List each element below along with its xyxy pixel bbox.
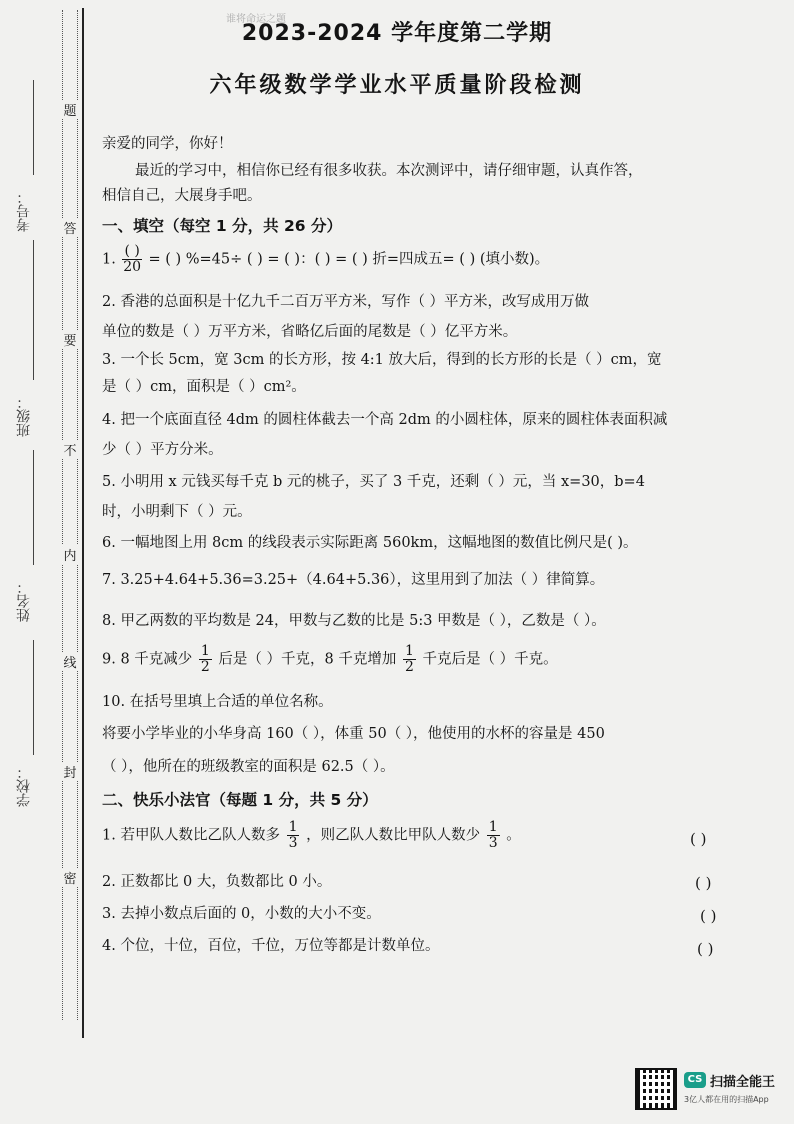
- question-5-line1: 5. 小明用 x 元钱买每千克 b 元的桃子，买了 3 千克，还剩（ ）元，当 x=30，b=4: [102, 474, 645, 490]
- q1-fraction: [122, 244, 141, 275]
- intro-line1: 最近的学习中，相信你已经有很多收获。本次测评中，请仔细审题，认真作答，: [135, 163, 643, 179]
- question-3-line2: 是（ ）cm，面积是（ ）cm²。: [102, 379, 306, 395]
- scanner-brand: 扫描全能王: [710, 1075, 776, 1090]
- j1-fraction-numerator: 1: [488, 819, 498, 835]
- question-10-line2: （ ），他所在的班级教室的面积是 62.5（ ）。: [102, 759, 395, 775]
- q1-number: 1.: [102, 251, 116, 268]
- seal-word: 内: [62, 545, 78, 564]
- xingming-line: [33, 450, 34, 565]
- q9-fraction-1: [199, 644, 212, 675]
- banji-line: [33, 240, 34, 380]
- q9-fraction-denominator: 2: [200, 659, 210, 675]
- judge-2: 2. 正数都比 0 大，负数都比 0 小。: [102, 874, 332, 890]
- q9-text-a: 9. 8 千克减少: [102, 651, 193, 668]
- question-2-line1: 2. 香港的总面积是十亿九千二百万平方米，写作（ ）平方米，改写成用万做: [102, 294, 590, 310]
- question-2-line2: 单位的数是（ ）万平方米，省略亿后面的尾数是（ ）亿平方米。: [102, 324, 518, 340]
- seal-word: 要: [62, 330, 78, 349]
- q9-fraction-2: [403, 644, 416, 675]
- question-5-line2: 时，小明剩下（ ）元。: [102, 504, 252, 520]
- xingming-label: 姓名：: [16, 580, 32, 622]
- judge-4: 4. 个位，十位，百位，千位，万位等都是计数单位。: [102, 938, 440, 954]
- banji-label: 班级：: [16, 395, 32, 437]
- q9-fraction-denominator: 2: [404, 659, 414, 675]
- exam-title-line1: 2023-2024 学年度第二学期: [241, 21, 553, 46]
- j1-fraction-denominator: 3: [488, 835, 498, 851]
- section2-heading: 二、快乐小法官（每题 1 分，共 5 分）: [102, 791, 378, 809]
- q1-fraction-numerator: ( ): [124, 243, 140, 259]
- seal-word: 线: [62, 652, 78, 671]
- scanner-tagline: 3亿人都在用的扫描App: [684, 1095, 769, 1104]
- j1-fraction-numerator: 1: [288, 819, 298, 835]
- question-1: [102, 244, 549, 275]
- question-7: 7. 3.25+4.64+5.36=3.25+（4.64+5.36），这里用到了加法（ ）律简算。: [102, 572, 605, 588]
- exam-title-line2: 六年级数学学业水平质量阶段检测: [209, 73, 585, 98]
- judge-2-answer-bracket[interactable]: ( ): [695, 874, 712, 892]
- binding-line: [82, 8, 84, 1038]
- kaohao-label: 考号：: [16, 190, 32, 232]
- question-10-title: 10. 在括号里填上合适的单位名称。: [102, 694, 333, 710]
- greeting: 亲爱的同学，你好！: [102, 136, 233, 152]
- question-6: 6. 一幅地图上用 8cm 的线段表示实际距离 560km，这幅地图的数值比例尺是( )。: [102, 535, 638, 551]
- judge-1: [102, 820, 521, 851]
- camscanner-logo-icon: CS: [684, 1072, 706, 1088]
- judge-3-answer-bracket[interactable]: ( ): [700, 907, 717, 925]
- seal-word: 密: [62, 868, 78, 887]
- faded-stamp-text: 谁将命运之题: [226, 14, 286, 25]
- section1-heading: 一、填空（每空 1 分，共 26 分）: [102, 217, 342, 235]
- q1-text: = ( ) %=45÷ ( ) = ( )：( ) = ( ) 折=四成五= ( ) (填小数)。: [148, 251, 550, 268]
- judge-1-answer-bracket[interactable]: ( ): [690, 830, 707, 848]
- question-4-line1: 4. 把一个底面直径 4dm 的圆柱体截去一个高 2dm 的小圆柱体，原来的圆柱体表面积减: [102, 412, 668, 428]
- j1-text-c: 。: [506, 827, 521, 844]
- question-4-line2: 少（ ）平方分米。: [102, 442, 223, 458]
- xuexiao-line: [33, 640, 34, 755]
- question-9: [102, 644, 558, 675]
- j1-fraction-denominator: 3: [288, 835, 298, 851]
- q9-text-b: 后是（ ）千克，8 千克增加: [218, 651, 397, 668]
- q1-fraction-denominator: 20: [123, 259, 142, 275]
- xuexiao-label: 学校：: [16, 765, 32, 807]
- j1-fraction-1: [287, 820, 300, 851]
- question-3-line1: 3. 一个长 5cm，宽 3cm 的长方形，按 4:1 放大后，得到的长方形的长是（ ）cm，宽: [102, 352, 662, 368]
- q9-text-c: 千克后是（ ）千克。: [422, 651, 558, 668]
- j1-text-b: ，则乙队人数比甲队人数少: [306, 827, 481, 844]
- seal-word: 题: [62, 100, 78, 119]
- judge-3: 3. 去掉小数点后面的 0，小数的大小不变。: [102, 906, 381, 922]
- seal-word: 答: [62, 218, 78, 237]
- seal-word: 不: [62, 440, 78, 459]
- q9-fraction-numerator: 1: [404, 643, 414, 659]
- intro-line2: 相信自己，大展身手吧。: [102, 188, 262, 204]
- j1-text-a: 1. 若甲队人数比乙队人数多: [102, 827, 280, 844]
- question-10-line1: 将要小学毕业的小华身高 160（ ），体重 50（ ），他使用的水杯的容量是 450: [102, 726, 605, 742]
- j1-fraction-2: [487, 820, 500, 851]
- seal-word: 封: [62, 762, 78, 781]
- q9-fraction-numerator: 1: [200, 643, 210, 659]
- qr-code-icon: [635, 1068, 677, 1110]
- judge-4-answer-bracket[interactable]: ( ): [697, 940, 714, 958]
- question-8: 8. 甲乙两数的平均数是 24，甲数与乙数的比是 5:3 甲数是（ ），乙数是（ ）。: [102, 613, 606, 629]
